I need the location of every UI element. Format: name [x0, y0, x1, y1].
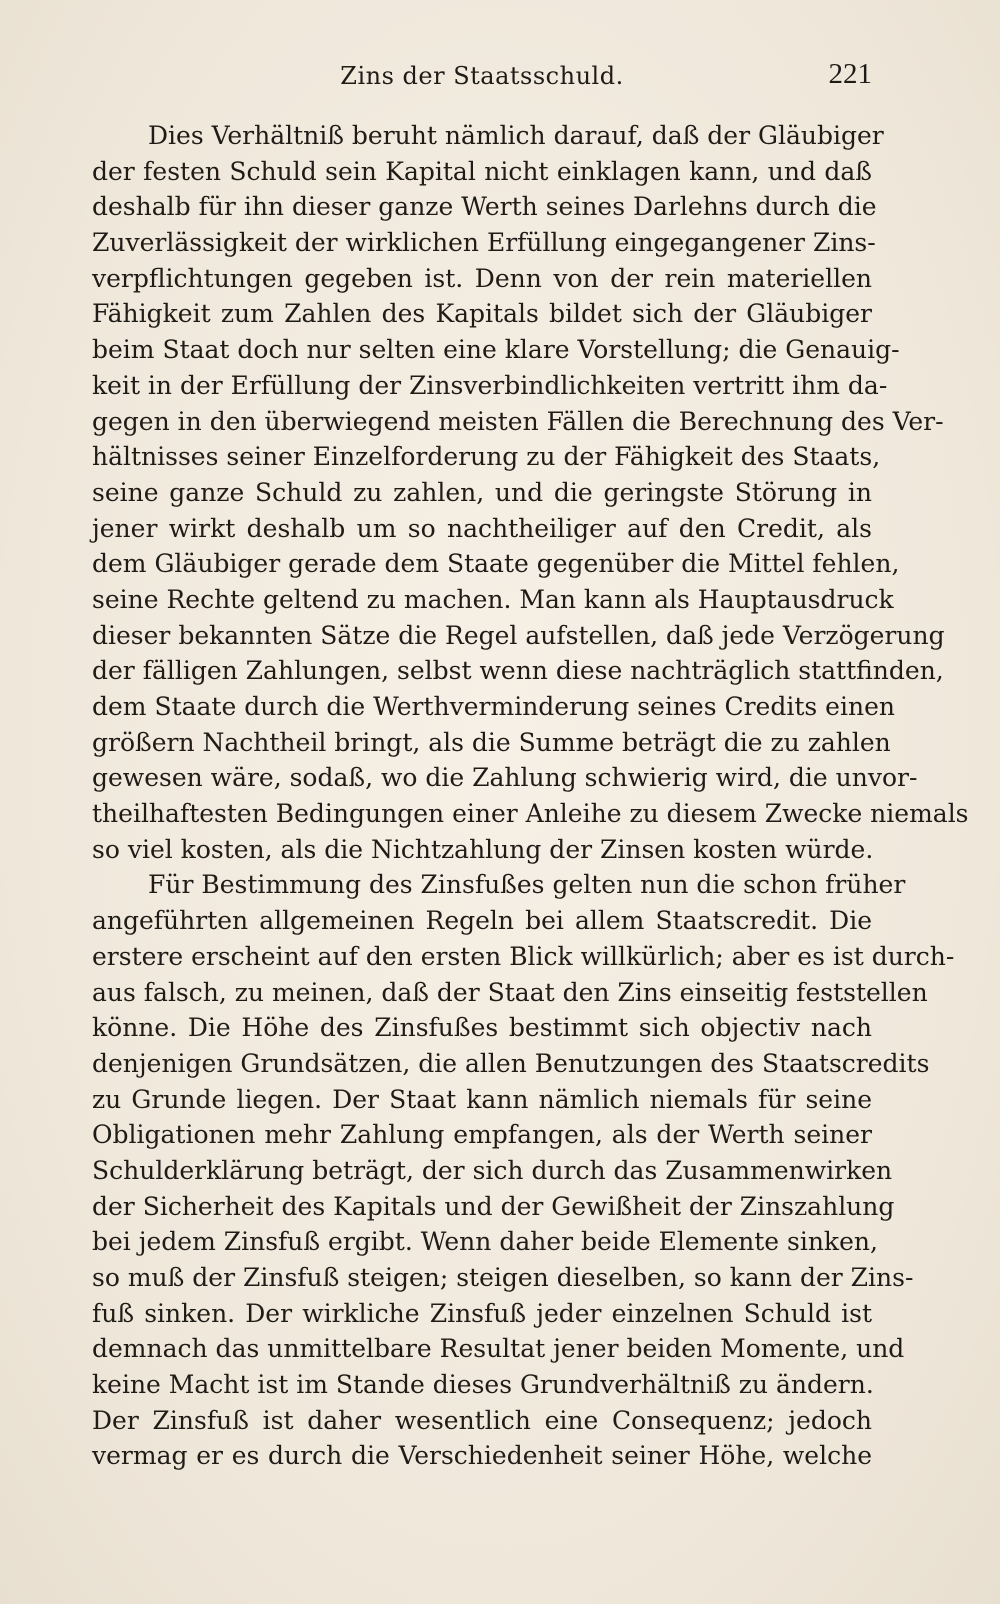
- text-line: seine Rechte geltend zu machen. Man kann als Hauptausdruck: [92, 584, 894, 614]
- page-number: 221: [828, 58, 872, 90]
- text-line: Obligationen mehr Zahlung empfangen, als der Werth seiner: [92, 1120, 872, 1150]
- text-line: Dies Verhältniß beruht nämlich darauf, daß der Gläubiger: [148, 121, 884, 150]
- text-line: Für Bestimmung des Zinsfußes gelten nun die schon früher: [148, 870, 906, 900]
- text-line: jener wirkt deshalb um so nachtheiliger auf den Credit, als: [92, 513, 872, 543]
- text-line: deshalb für ihn dieser ganze Werth seines Darlehns durch die: [92, 192, 877, 222]
- text-line: denjenigen Grundsätzen, die allen Benutzungen des Staatscredits: [92, 1048, 930, 1078]
- text-line: bei jedem Zinsfuß ergibt. Wenn daher beide Elemente sinken,: [92, 1227, 878, 1257]
- text-line: der festen Schuld sein Kapital nicht einklagen kann, und daß: [92, 156, 872, 186]
- body-text: [92, 118, 969, 1474]
- text-line: könne. Die Höhe des Zinsfußes bestimmt sich objectiv nach: [92, 1013, 872, 1043]
- text-line: aus falsch, zu meinen, daß der Staat den Zins einseitig feststellen: [92, 977, 928, 1007]
- text-line: zu Grunde liegen. Der Staat kann nämlich niemals für seine: [92, 1084, 872, 1114]
- text-line: Der Zinsfuß ist daher wesentlich eine Consequenz; jedoch: [92, 1405, 872, 1435]
- text-line: beim Staat doch nur selten eine klare Vorstellung; die Genauig-: [92, 335, 900, 365]
- text-line: der fälligen Zahlungen, selbst wenn diese nachträglich stattfinden,: [92, 656, 944, 686]
- running-head: [92, 58, 872, 98]
- text-line: keine Macht ist im Stande dieses Grundverhältniß zu ändern.: [92, 1370, 874, 1400]
- running-title: Zins der Staatsschuld.: [340, 62, 624, 90]
- text-line: Zuverlässigkeit der wirklichen Erfüllung eingegangener Zins-: [92, 228, 876, 258]
- text-line: verpflichtungen gegeben ist. Denn von der rein materiellen: [92, 263, 872, 293]
- text-line: keit in der Erfüllung der Zinsverbindlichkeiten vertritt ihm da-: [92, 370, 888, 400]
- text-line: Schulderklärung beträgt, der sich durch das Zusammenwirken: [92, 1155, 893, 1185]
- text-line: so muß der Zinsfuß steigen; steigen dieselben, so kann der Zins-: [92, 1263, 914, 1292]
- text-line: erstere erscheint auf den ersten Blick willkürlich; aber es ist durch-: [92, 941, 955, 971]
- text-line: größern Nachtheil bringt, als die Summe beträgt die zu zahlen: [92, 727, 891, 757]
- text-line: fuß sinken. Der wirkliche Zinsfuß jeder einzelnen Schuld ist: [92, 1298, 872, 1328]
- text-line: so viel kosten, als die Nichtzahlung der Zinsen kosten würde.: [92, 834, 874, 864]
- text-line: dieser bekannten Sätze die Regel aufstellen, daß jede Verzögerung: [92, 620, 945, 650]
- text-line: Fähigkeit zum Zahlen des Kapitals bildet sich der Gläubiger: [92, 299, 872, 329]
- text-line: angeführten allgemeinen Regeln bei allem Staatscredit. Die: [92, 906, 872, 936]
- text-line: dem Staate durch die Werthverminderung seines Credits einen: [92, 692, 895, 721]
- text-line: der Sicherheit des Kapitals und der Gewißheit der Zinszahlung: [92, 1191, 895, 1221]
- text-line: vermag er es durch die Verschiedenheit seiner Höhe, welche: [92, 1441, 872, 1471]
- text-line: demnach das unmittelbare Resultat jener beiden Momente, und: [92, 1334, 905, 1364]
- text-line: gewesen wäre, sodaß, wo die Zahlung schwierig wird, die unvor-: [92, 763, 918, 793]
- text-line: seine ganze Schuld zu zahlen, und die geringste Störung in: [92, 477, 872, 507]
- text-line: hältnisses seiner Einzelforderung zu der Fähigkeit des Staats,: [92, 442, 881, 472]
- text-line: theilhaftesten Bedingungen einer Anleihe zu diesem Zwecke niemals: [92, 799, 969, 829]
- text-line: dem Gläubiger gerade dem Staate gegenüber die Mittel fehlen,: [92, 549, 900, 579]
- text-line: gegen in den überwiegend meisten Fällen die Berechnung des Ver-: [92, 406, 944, 436]
